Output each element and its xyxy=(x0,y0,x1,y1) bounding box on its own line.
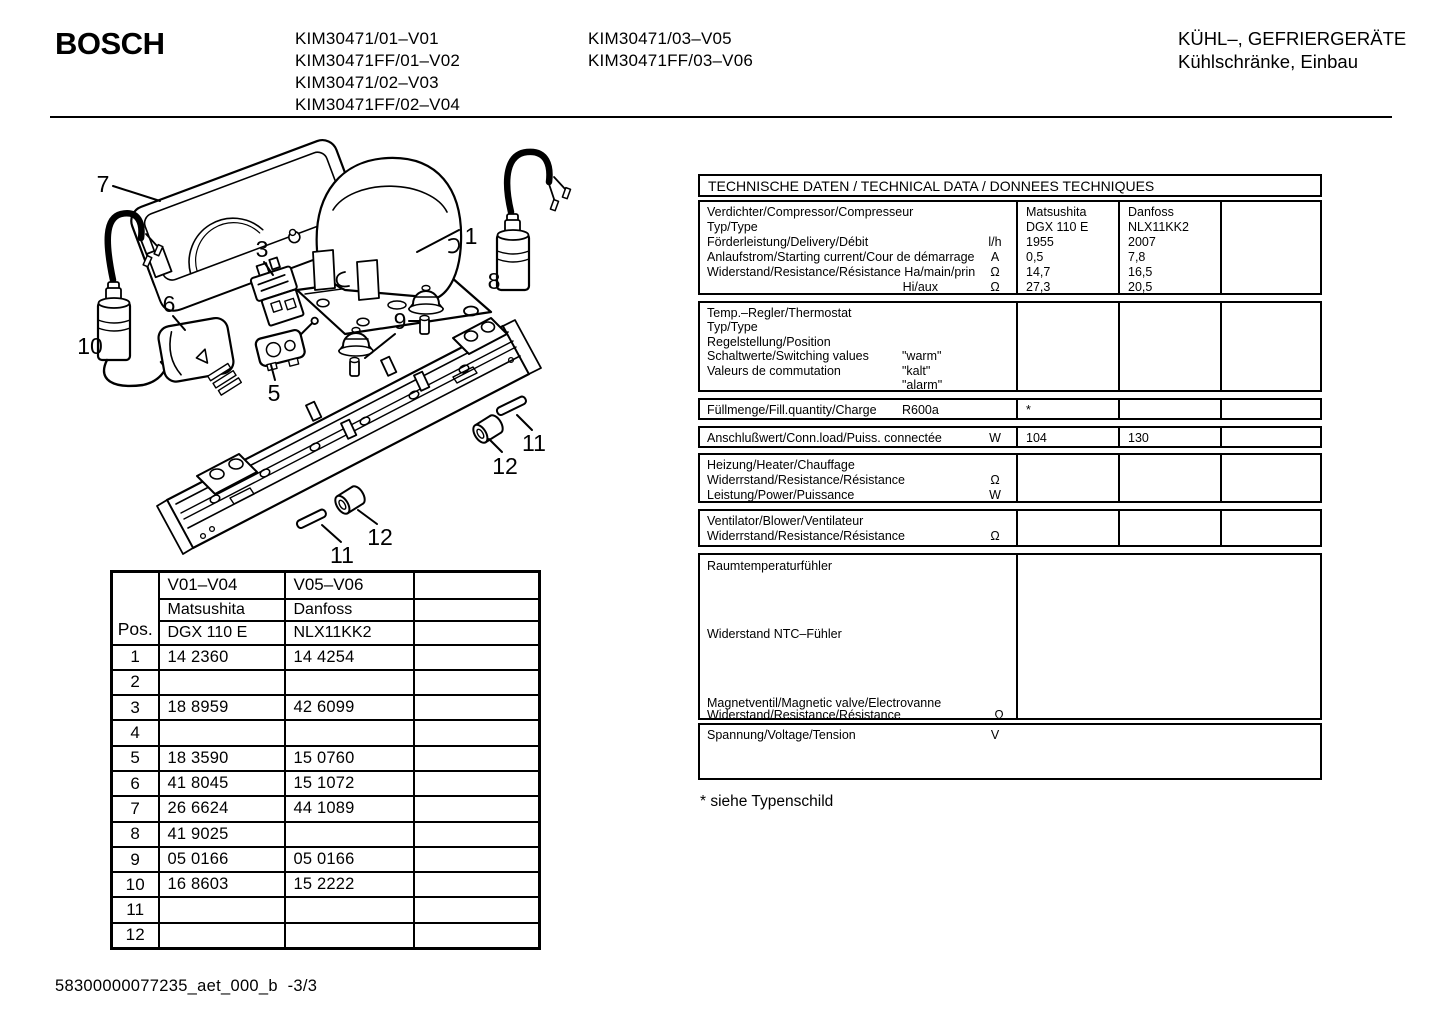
row-label: Heizung/Heater/Chauffage xyxy=(707,458,855,472)
empty-cell xyxy=(414,847,540,872)
part-number-cell: 05 0166 xyxy=(285,847,414,872)
callout-7: 7 xyxy=(96,171,110,197)
exploded-parts-diagram xyxy=(45,122,675,574)
table-row xyxy=(112,746,540,771)
heater-labels xyxy=(700,455,1016,503)
fill-cell-1 xyxy=(1016,400,1118,418)
empty-cell xyxy=(414,771,540,796)
row-unit: Ω xyxy=(990,529,1000,543)
connection-cell-2 xyxy=(1118,428,1220,446)
tech-compressor-box xyxy=(698,200,1322,295)
tech-voltage-box xyxy=(698,723,1322,780)
table-row xyxy=(112,796,540,821)
part-number-cell: 14 2360 xyxy=(159,645,285,670)
part-number-cell xyxy=(159,923,285,949)
value: 104 xyxy=(1026,431,1047,445)
compressor-values-empty xyxy=(1220,202,1320,295)
row-value: "alarm" xyxy=(902,377,943,392)
value: 20,5 xyxy=(1128,280,1153,294)
callout-11: 11 xyxy=(522,430,546,456)
parts-header-model-row xyxy=(112,621,540,645)
fill-label xyxy=(700,400,1016,418)
sensor-line: Raumtemperaturfühler xyxy=(707,559,833,573)
model-header-1: DGX 110 E xyxy=(159,621,285,645)
part-number-cell xyxy=(159,897,285,922)
table-row xyxy=(112,872,540,897)
connection-cell-1 xyxy=(1016,428,1118,446)
row-unit: l/h xyxy=(988,235,1002,249)
variant-header-2: V05–V06 xyxy=(285,572,414,599)
part-number-cell xyxy=(285,923,414,949)
fill-cell-3 xyxy=(1220,400,1320,418)
part-number-cell: 15 2222 xyxy=(285,872,414,897)
footnote: * siehe Typenschild xyxy=(700,793,834,810)
page-footer: 58300000077235_aet_000_b -3/3 xyxy=(55,977,318,995)
row-label: Anschlußwert/Conn.load/Puiss. connectée xyxy=(707,431,942,445)
value: Danfoss xyxy=(1128,205,1174,219)
row-value: "kalt" xyxy=(902,363,931,378)
value: 14,7 xyxy=(1026,265,1051,279)
header-divider xyxy=(50,116,1392,118)
brand-logo: BOSCH xyxy=(55,26,165,61)
part-number-cell xyxy=(159,720,285,745)
table-row xyxy=(112,670,540,695)
row-label: Temp.–Regler/Thermostat xyxy=(707,306,852,320)
pos-cell: 6 xyxy=(112,771,159,796)
compressor-labels xyxy=(700,202,1016,295)
row-unit: Ω xyxy=(994,708,1004,722)
callout-9: 9 xyxy=(393,308,407,334)
heater-cell-2 xyxy=(1118,455,1220,503)
row-unit: W xyxy=(989,488,1001,502)
fan-cell-2 xyxy=(1118,511,1220,545)
callout-12: 12 xyxy=(492,453,518,479)
model-header-3 xyxy=(414,621,540,645)
sensor-value-cell xyxy=(1016,555,1320,718)
model-line: KIM30471/02–V03 xyxy=(295,73,439,92)
tech-fan-box xyxy=(698,509,1322,547)
row-label: Hi/aux xyxy=(902,280,938,294)
table-row xyxy=(112,822,540,847)
pos-cell: 7 xyxy=(112,796,159,821)
tech-fill-box xyxy=(698,398,1322,420)
row-unit: Ω xyxy=(990,265,1000,279)
model-line: KIM30471FF/02–V04 xyxy=(295,95,460,114)
callout-1: 1 xyxy=(464,223,478,249)
compressor-values-matsushita xyxy=(1016,202,1118,295)
sensor-line: Widerstand NTC–Fühler xyxy=(707,627,842,641)
model-line: KIM30471/03–V05 xyxy=(588,29,732,48)
model-list-left xyxy=(295,28,460,116)
part-number-cell: 18 3590 xyxy=(159,746,285,771)
model-list-right xyxy=(588,28,753,72)
pos-cell: 8 xyxy=(112,822,159,847)
pos-cell: 10 xyxy=(112,872,159,897)
value: * xyxy=(1026,403,1031,417)
fan-cell-1 xyxy=(1016,511,1118,545)
empty-cell xyxy=(414,897,540,922)
value: 7,8 xyxy=(1128,250,1146,264)
parts-header-maker-row xyxy=(112,599,540,621)
value: DGX 110 E xyxy=(1026,220,1089,234)
empty-cell xyxy=(414,923,540,949)
table-row xyxy=(112,923,540,949)
part-number-cell xyxy=(285,897,414,922)
row-unit xyxy=(980,205,1010,220)
sensor-strikethrough-line xyxy=(707,708,1014,723)
model-line: KIM30471FF/01–V02 xyxy=(295,51,460,70)
table-row xyxy=(112,695,540,720)
row-label: Widerstand/Resistance/Résistance Ha/main/prin xyxy=(707,265,976,279)
row-label: Widerrstand/Resistance/Résistance xyxy=(707,473,905,487)
part-number-cell xyxy=(285,720,414,745)
part-number-cell: 16 8603 xyxy=(159,872,285,897)
fan-labels xyxy=(700,511,1016,545)
empty-cell xyxy=(414,720,540,745)
row-label: Verdichter/Compressor/Compresseur xyxy=(707,205,914,219)
part-number-cell: 05 0166 xyxy=(159,847,285,872)
value: NLX11KK2 xyxy=(1128,220,1189,234)
connection-label xyxy=(700,428,1016,446)
row-label: Leistung/Power/Puissance xyxy=(707,488,855,502)
empty-cell xyxy=(414,670,540,695)
pos-cell: 12 xyxy=(112,923,159,949)
tech-heater-box xyxy=(698,453,1322,503)
empty-cell xyxy=(414,645,540,670)
value: 130 xyxy=(1128,431,1149,445)
callout-10: 10 xyxy=(77,333,103,359)
heater-cell-1 xyxy=(1016,455,1118,503)
pos-cell: 11 xyxy=(112,897,159,922)
value: 16,5 xyxy=(1128,265,1153,279)
row-label: Valeurs de commutation xyxy=(707,363,841,378)
callout-6: 6 xyxy=(162,291,176,317)
part-number-cell: 15 1072 xyxy=(285,771,414,796)
row-label: Widerrstand/Resistance/Résistance xyxy=(707,529,905,543)
row-unit xyxy=(980,514,1010,529)
row-unit: Ω xyxy=(990,280,1000,294)
value: 1955 xyxy=(1026,235,1054,249)
thermostat-labels xyxy=(700,303,1016,392)
part-number-cell: 42 6099 xyxy=(285,695,414,720)
pos-cell: 3 xyxy=(112,695,159,720)
fan-cell-3 xyxy=(1220,511,1320,545)
parts-header-variant-row xyxy=(112,572,540,599)
model-line: KIM30471FF/03–V06 xyxy=(588,51,753,70)
callout-8: 8 xyxy=(487,268,501,294)
part-number-cell xyxy=(285,670,414,695)
pos-cell: 2 xyxy=(112,670,159,695)
part-number-cell xyxy=(159,670,285,695)
part-number-cell: 14 4254 xyxy=(285,645,414,670)
row-unit: Ω xyxy=(990,473,1000,487)
maker-header-3 xyxy=(414,599,540,621)
maker-header-1: Matsushita xyxy=(159,599,285,621)
connection-cell-3 xyxy=(1220,428,1320,446)
variant-header-3 xyxy=(414,572,540,599)
maker-header-2: Danfoss xyxy=(285,599,414,621)
row-value: "warm" xyxy=(902,349,942,364)
row-label: Spannung/Voltage/Tension xyxy=(707,728,856,742)
row-label: Füllmenge/Fill.quantity/Charge xyxy=(707,403,877,417)
row-label: Schaltwerte/Switching values xyxy=(707,349,869,364)
table-row xyxy=(112,897,540,922)
pos-header: Pos. xyxy=(112,572,159,645)
part-number-cell: 44 1089 xyxy=(285,796,414,821)
pos-cell: 5 xyxy=(112,746,159,771)
callout-12: 12 xyxy=(367,524,393,550)
category-title xyxy=(1178,27,1406,73)
heater-cell-3 xyxy=(1220,455,1320,503)
tech-connection-box xyxy=(698,426,1322,448)
pos-cell: 1 xyxy=(112,645,159,670)
row-label: Widerstand/Resistance/Résistance xyxy=(707,708,901,722)
table-row xyxy=(112,720,540,745)
sensor-line: Magnetventil/Magnetic valve/Electrovanne xyxy=(707,696,942,710)
row-unit xyxy=(980,220,1010,235)
row-label: Förderleistung/Delivery/Débit xyxy=(707,235,869,249)
part-number-cell: 26 6624 xyxy=(159,796,285,821)
part-number-cell: 15 0760 xyxy=(285,746,414,771)
thermostat-cell-2 xyxy=(1118,303,1220,392)
model-header-2: NLX11KK2 xyxy=(285,621,414,645)
voltage-row xyxy=(700,725,1016,740)
capacitor-right-part xyxy=(497,152,571,290)
callout-11: 11 xyxy=(330,542,354,568)
row-label: Regelstellung/Position xyxy=(707,334,831,349)
part-number-cell: 18 8959 xyxy=(159,695,285,720)
callout-3: 3 xyxy=(255,236,269,262)
value: 0,5 xyxy=(1026,250,1044,264)
empty-cell xyxy=(414,746,540,771)
row-label: Ventilator/Blower/Ventilateur xyxy=(707,514,864,528)
value: 27,3 xyxy=(1026,280,1051,294)
value: 2007 xyxy=(1128,235,1156,249)
table-row xyxy=(112,847,540,872)
table-row xyxy=(112,645,540,670)
row-unit: W xyxy=(989,431,1001,445)
category-line-1: KÜHL–, GEFRIERGERÄTE xyxy=(1178,28,1407,49)
table-row xyxy=(112,771,540,796)
thermostat-cell-3 xyxy=(1220,303,1320,392)
empty-cell xyxy=(414,796,540,821)
empty-cell xyxy=(414,695,540,720)
part-number-cell xyxy=(285,822,414,847)
row-label: Typ/Type xyxy=(707,220,758,234)
parts-table xyxy=(110,570,541,950)
compressor-values-danfoss xyxy=(1118,202,1220,295)
empty-cell xyxy=(414,822,540,847)
row-label: Typ/Type xyxy=(707,320,758,335)
pos-cell: 9 xyxy=(112,847,159,872)
tech-thermostat-box xyxy=(698,301,1322,392)
row-label xyxy=(707,378,902,392)
tech-sensor-box xyxy=(698,553,1322,720)
thermostat-cell-1 xyxy=(1016,303,1118,392)
row-unit: A xyxy=(990,250,1000,264)
refrigerant: R600a xyxy=(902,403,939,417)
sensor-labels xyxy=(700,555,1016,722)
row-unit xyxy=(980,458,1010,473)
callout-5: 5 xyxy=(267,380,281,406)
pos-cell: 4 xyxy=(112,720,159,745)
category-line-2: Kühlschränke, Einbau xyxy=(1178,51,1358,72)
variant-header-1: V01–V04 xyxy=(159,572,285,599)
part-number-cell: 41 9025 xyxy=(159,822,285,847)
part-number-cell: 41 8045 xyxy=(159,771,285,796)
tech-data-title: TECHNISCHE DATEN / TECHNICAL DATA / DONNEES TECHNIQUES xyxy=(698,174,1322,197)
row-label: Anlaufstrom/Starting current/Cour de démarrage xyxy=(707,250,975,264)
value: Matsushita xyxy=(1026,205,1087,219)
overload-protector-part xyxy=(253,317,327,373)
fill-cell-2 xyxy=(1118,400,1220,418)
empty-cell xyxy=(414,872,540,897)
row-unit: V xyxy=(990,728,1000,742)
model-line: KIM30471/01–V01 xyxy=(295,29,439,48)
